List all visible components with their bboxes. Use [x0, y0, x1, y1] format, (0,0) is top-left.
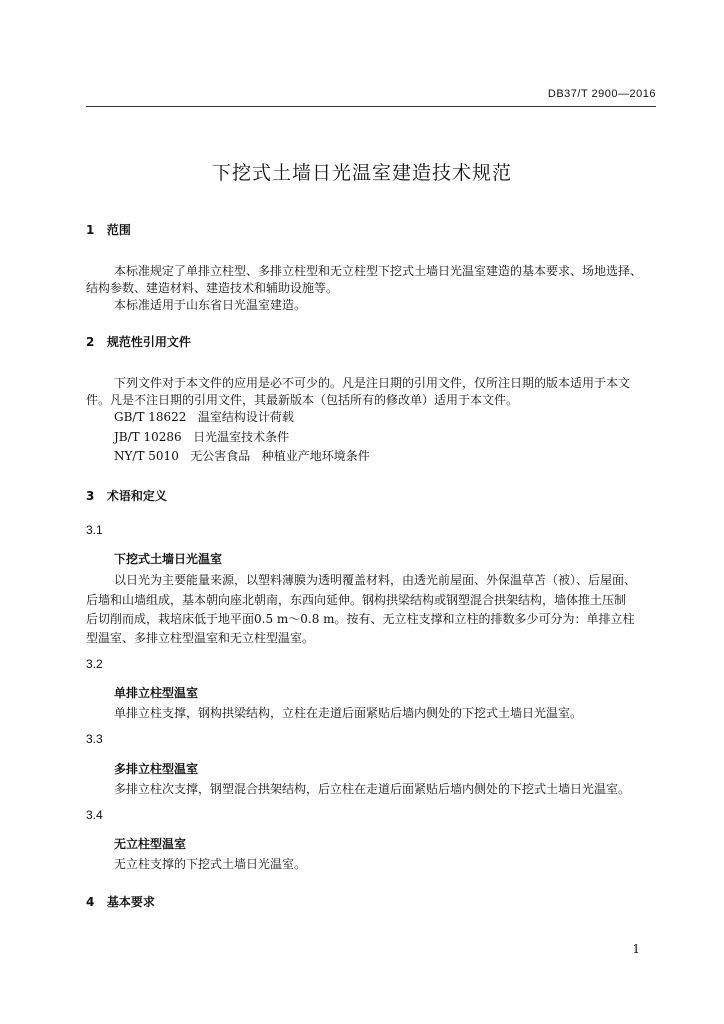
paragraph-line: 下列文件对于本文件的应用是必不可少的。凡是注日期的引用文件，仅所注日期的版本适用于本文: [114, 376, 631, 390]
section-4-heading: 4 基本要求: [86, 895, 155, 909]
paragraph-line: 件。凡是不注日期的引用文件，其最新版本（包括所有的修改单）适用于本文件。: [86, 393, 519, 407]
paragraph-line: 本标准适用于山东省日光温室建造。: [114, 298, 307, 312]
clause-number: 3.1: [86, 523, 103, 537]
paragraph-line: 结构参数、建造材料、建造技术和辅助设施等。: [86, 281, 339, 295]
section-3-heading: 3 术语和定义: [86, 489, 167, 503]
reference-item: JB/T 10286 日光温室技术条件: [114, 430, 290, 444]
reference-item: NY/T 5010 无公害食品 种植业产地环境条件: [114, 449, 370, 463]
definition-line: 后切削而成，栽培床低于地平面0.5 m～0.8 m。按有、无立柱支撑和立柱的排数多少可分为：单排立柱: [86, 612, 635, 626]
section-1-heading: 1 范围: [86, 223, 131, 237]
definition-line: 以日光为主要能量来源，以塑料薄膜为透明覆盖材料，由透光前屋面、外保温草苫（被）、后屋面、: [114, 573, 637, 587]
definition-line: 多排立柱次支撑，钢塑混合拱架结构，后立柱在走道后面紧贴后墙内侧处的下挖式土墙日光温室。: [114, 782, 631, 796]
term-title: 无立柱型温室: [114, 837, 187, 851]
term-title: 下挖式土墙日光温室: [114, 552, 223, 566]
reference-item: GB/T 18622 温室结构设计荷载: [114, 410, 294, 424]
page-number: 1: [632, 942, 640, 956]
clause-number: 3.2: [86, 657, 103, 671]
header-rule: [86, 106, 656, 107]
paragraph-line: 本标准规定了单排立柱型、多排立柱型和无立柱型下挖式土墙日光温室建造的基本要求、场地选择、: [114, 264, 643, 278]
standard-code: DB37/T 2900—2016: [547, 88, 656, 100]
document-title: 下挖式土墙日光温室建造技术规范: [211, 162, 512, 184]
definition-line: 型温室、多排立柱型温室和无立柱型温室。: [86, 631, 315, 645]
definition-line: 后墙和山墙组成，基本朝向座北朝南，东西向延伸。钢构拱梁结构或钢塑混合拱架结构，墙体推土压制: [86, 593, 627, 607]
term-title: 单排立柱型温室: [114, 686, 199, 700]
definition-line: 单排立柱支撑，钢构拱梁结构，立柱在走道后面紧贴后墙内侧处的下挖式土墙日光温室。: [114, 706, 583, 720]
clause-number: 3.3: [86, 732, 103, 746]
definition-line: 无立柱支撑的下挖式土墙日光温室。: [114, 857, 307, 871]
section-2-heading: 2 规范性引用文件: [86, 335, 191, 349]
clause-number: 3.4: [86, 808, 103, 822]
term-title: 多排立柱型温室: [114, 762, 199, 776]
